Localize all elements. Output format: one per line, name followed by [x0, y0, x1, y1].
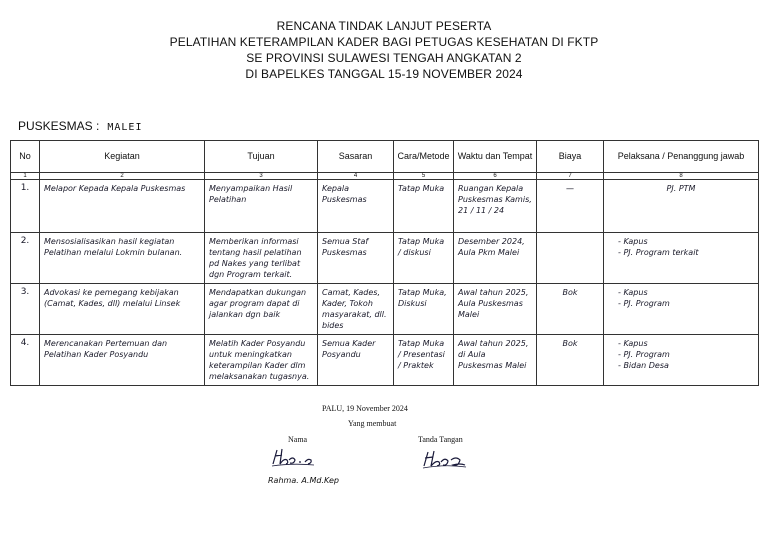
cell-sasaran: Semua Kader Posyandu	[318, 335, 394, 386]
col-number: 7	[537, 173, 604, 180]
column-number-row	[11, 173, 759, 180]
handwritten-signature	[420, 448, 470, 470]
cell-kegiatan: Mensosialisasikan hasil kegiatan Pelatihan melalui Lokmin bulanan.	[40, 233, 205, 284]
puskesmas-label: PUSKESMAS :	[18, 119, 100, 133]
cell-tujuan: Mendapatkan dukungan agar program dapat di jalankan dgn baik	[205, 284, 318, 335]
col-number: 2	[40, 173, 205, 180]
table-row	[11, 180, 759, 233]
title-line-2: PELATIHAN KETERAMPILAN KADER BAGI PETUGAS KESEHATAN DI FKTP	[169, 35, 599, 49]
cell-pelaksana	[604, 180, 759, 233]
cell-no: 2.	[11, 233, 40, 284]
cell-biaya: —	[537, 180, 604, 233]
cell-biaya	[537, 233, 604, 284]
signer-name: Rahma. A.Md.Kep	[268, 476, 339, 485]
cell-no: 4.	[11, 335, 40, 386]
pelaksana-item: - Bidan Desa	[618, 360, 754, 371]
title-line-4: DI BAPELKES TANGGAL 15-19 NOVEMBER 2024	[245, 67, 523, 81]
table-row	[11, 335, 759, 386]
cell-sasaran: Camat, Kades, Kader, Tokoh masyarakat, dll. bides	[318, 284, 394, 335]
cell-kegiatan: Melapor Kepada Kepala Puskesmas	[40, 180, 205, 233]
col-number: 8	[604, 173, 759, 180]
cell-metode: Tatap Muka, Diskusi	[394, 284, 454, 335]
cell-no: 3.	[11, 284, 40, 335]
cell-waktu: Desember 2024, Aula Pkm Malei	[454, 233, 537, 284]
col-header-tujuan: Tujuan	[205, 141, 318, 173]
col-header-sasaran: Sasaran	[318, 141, 394, 173]
cell-biaya: Bok	[537, 335, 604, 386]
col-header-metode: Cara/Metode	[394, 141, 454, 173]
cell-pelaksana	[604, 335, 759, 386]
col-number: 1	[11, 173, 40, 180]
cell-sasaran: Kepala Puskesmas	[318, 180, 394, 233]
cell-tujuan: Melatih Kader Posyandu untuk meningkatkan keterampilan Kader dlm melaksanakan tugasnya.	[205, 335, 318, 386]
action-plan-table	[10, 140, 759, 386]
made-by-label: Yang membuat	[348, 419, 397, 428]
cell-no: 1.	[11, 180, 40, 233]
cell-waktu: Awal tahun 2025, di Aula Puskesmas Malei	[454, 335, 537, 386]
cell-tujuan: Memberikan informasi tentang hasil pelatihan pd Nakes yang terlibat dgn Program terkait.	[205, 233, 318, 284]
col-header-kegiatan: Kegiatan	[40, 141, 205, 173]
cell-metode: Tatap Muka / diskusi	[394, 233, 454, 284]
title-line-1: RENCANA TINDAK LANJUT PESERTA	[276, 19, 492, 33]
col-header-biaya: Biaya	[537, 141, 604, 173]
table-header-row	[11, 141, 759, 173]
cell-waktu: Awal tahun 2025, Aula Puskesmas Malei	[454, 284, 537, 335]
col-header-no: No	[11, 141, 40, 173]
place-date: PALU, 19 November 2024	[322, 404, 408, 413]
cell-sasaran: Semua Staf Puskesmas	[318, 233, 394, 284]
table-row	[11, 284, 759, 335]
initials-signature	[270, 446, 318, 468]
cell-biaya: Bok	[537, 284, 604, 335]
document-header	[0, 18, 768, 82]
title-line-3: SE PROVINSI SULAWESI TENGAH ANGKATAN 2	[246, 51, 522, 65]
pelaksana-item: - PJ. Program terkait	[618, 247, 754, 258]
col-number: 5	[394, 173, 454, 180]
col-header-waktu: Waktu dan Tempat	[454, 141, 537, 173]
table-row	[11, 233, 759, 284]
cell-metode: Tatap Muka / Presentasi / Praktek	[394, 335, 454, 386]
pelaksana-item: - PJ. Program	[618, 298, 754, 309]
col-number: 4	[318, 173, 394, 180]
signature-label: Tanda Tangan	[418, 435, 463, 444]
cell-pelaksana	[604, 233, 759, 284]
pelaksana-item: - PJ. Program	[618, 349, 754, 360]
cell-tujuan: Menyampaikan Hasil Pelatihan	[205, 180, 318, 233]
pelaksana-item: - Kapus	[618, 338, 754, 349]
col-number: 6	[454, 173, 537, 180]
cell-kegiatan: Advokasi ke pemegang kebijakan (Camat, Kades, dll) melalui Linsek	[40, 284, 205, 335]
cell-kegiatan: Merencanakan Pertemuan dan Pelatihan Kader Posyandu	[40, 335, 205, 386]
cell-metode: Tatap Muka	[394, 180, 454, 233]
name-label: Nama	[288, 435, 308, 444]
pelaksana-item: PJ. PTM	[666, 184, 696, 193]
col-number: 3	[205, 173, 318, 180]
col-header-pelaksana: Pelaksana / Penanggung jawab	[604, 141, 759, 173]
cell-waktu: Ruangan Kepala Puskesmas Kamis, 21 / 11 / 24	[454, 180, 537, 233]
pelaksana-item: - Kapus	[618, 236, 754, 247]
puskesmas-value: MALEI	[107, 122, 143, 133]
cell-pelaksana	[604, 284, 759, 335]
puskesmas-line	[18, 119, 142, 133]
pelaksana-item: - Kapus	[618, 287, 754, 298]
